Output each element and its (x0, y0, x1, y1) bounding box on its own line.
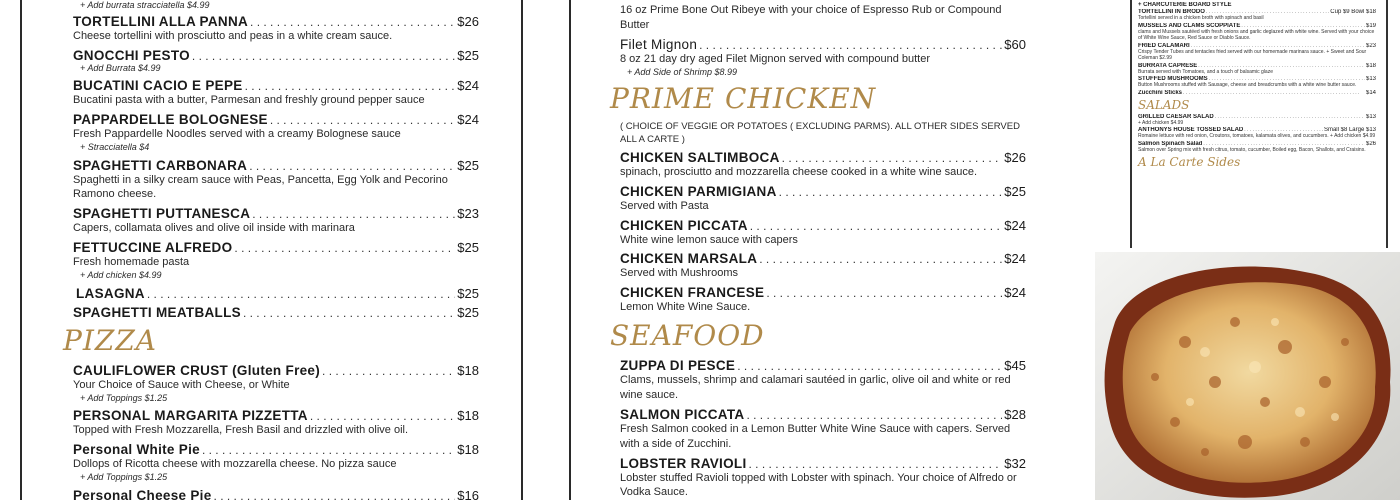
item-price: $25 (457, 47, 479, 63)
item-price: $24 (1004, 217, 1026, 233)
page-border-right (521, 0, 523, 500)
leader-dots (746, 408, 1002, 422)
item-name: PERSONAL MARGARITA PIZZETTA (73, 408, 308, 424)
item-price: $32 (1004, 455, 1026, 471)
right-photo-column (1095, 0, 1400, 500)
leader-dots (249, 159, 455, 173)
item-name: TORTELLINI IN BRODO (1138, 9, 1205, 15)
seafood-list (620, 358, 1026, 500)
chicken-parmigiana-photo (1095, 252, 1400, 500)
menu-item (73, 286, 479, 301)
menu-item (73, 14, 479, 44)
item-desc: Fresh homemade pasta (73, 256, 190, 269)
item-name: Salmon Spinach Salad (1138, 140, 1203, 147)
menu-item (620, 37, 1026, 79)
item-name: CHICKEN PARMIGIANA (620, 183, 777, 199)
item-price: $25 (457, 157, 479, 173)
menu-item (73, 48, 479, 75)
pizza-list (73, 363, 479, 500)
menu-item (620, 184, 1026, 214)
item-price: $24 (1004, 285, 1026, 301)
item-addon: + Add Toppings $1.25 (80, 392, 168, 403)
menu-item (73, 488, 479, 500)
item-name: FETTUCCINE ALFREDO (73, 240, 233, 256)
item-desc: Served with Mushrooms (620, 267, 738, 280)
item-name: BURRATA CAPRESE (1138, 62, 1198, 69)
item-name: SALMON PICCATA (620, 406, 745, 422)
leader-dots (782, 151, 1003, 165)
leader-dots (214, 489, 456, 500)
partial-item-addon: + Add burrata stracciatella $4.99 (80, 0, 210, 10)
item-price: $25 (457, 304, 479, 320)
pasta-list (73, 14, 479, 320)
leader-dots (192, 49, 455, 63)
item-addon: + Add Toppings $1.25 (80, 471, 168, 482)
item-desc: spinach, prosciutto and mozzarella cheese cooked in a white wine sauce. (620, 165, 978, 178)
item-name: BUCATINI CACIO E PEPE (73, 78, 243, 94)
item-desc: Tortellini served in a chicken broth with spinach and basil (1138, 15, 1264, 21)
leader-dots (766, 286, 1002, 300)
item-name: CAULIFLOWER CRUST (Gluten Free) (73, 362, 321, 378)
item-desc: 8 oz 21 day dry aged Filet Mignon served with compound butter (620, 52, 931, 65)
leader-dots (1203, 141, 1365, 147)
item-price: $18 (457, 408, 479, 424)
item-name: PAPPARDELLE BOLOGNESE (73, 112, 268, 128)
leader-dots (1215, 114, 1365, 120)
item-price: $13 (1365, 113, 1376, 120)
item-price: Small $8 Large $13 (1323, 127, 1376, 133)
item-price: $25 (1004, 183, 1026, 199)
leader-dots (270, 113, 455, 127)
item-price: $16 (457, 487, 479, 500)
menu-item (1138, 63, 1376, 76)
item-name: GNOCCHI PESTO (73, 47, 190, 63)
item-desc: + Add chicken $4.99 (1138, 119, 1184, 126)
leader-dots (1183, 90, 1365, 96)
item-price: $23 (1365, 42, 1376, 49)
item-desc: Clams, mussels, shrimp and calamari sautéed in garlic, olive oil and white or red wine sauce. (620, 374, 1011, 401)
item-name: FRIED CALAMARI (1138, 42, 1190, 49)
item-desc: Lemon White Wine Sauce. (620, 301, 751, 314)
item-name: Personal White Pie (73, 442, 200, 458)
item-desc: Spaghetti in a silky cream sauce with Peas, Pancetta, Egg Yolk and Pecorino Ramono cheese. (73, 173, 448, 201)
item-desc: Capers, collamata olives and olive oil inside with marinara (73, 222, 355, 235)
item-desc: Served with Pasta (620, 199, 709, 212)
item-addon: + Stracciatella $4 (80, 141, 150, 152)
item-price: $60 (1004, 36, 1026, 52)
menu-item (620, 150, 1026, 180)
entrees-content (610, 0, 1026, 500)
item-desc: Romaine lettuce with red onion, Croutons, tomatoes, kalamata olives, and cucumbers. + Add chicken $4.99 (1138, 133, 1376, 139)
menu-item (1138, 9, 1376, 22)
chicken-section-title: PRIME CHICKEN (610, 82, 877, 116)
menu-item (1138, 43, 1376, 62)
item-name: ZUPPA DI PESCE (620, 358, 736, 374)
chicken-section-note: ( CHOICE OF VEGGIE OR POTATOES ( EXCLUDING PARMS). ALL OTHER SIDES SERVED ALL A CARTE ) (620, 121, 1020, 145)
menu-item (73, 78, 479, 108)
item-price: Cup $9 Bowl $18 (1330, 9, 1376, 15)
item-price: $23 (457, 206, 479, 222)
menu-page-entrees (540, 0, 1095, 500)
menu-item (1138, 2, 1376, 8)
item-name: CHICKEN MARSALA (620, 251, 758, 267)
item-desc: Cheese tortellini with prosciutto and peas in a white cream sauce. (73, 29, 393, 42)
item-name: CHICKEN SALTIMBOCA (620, 149, 780, 165)
item-price: $26 (1004, 149, 1026, 165)
item-price: $26 (1365, 140, 1376, 147)
item-price: $24 (457, 78, 479, 94)
item-name: SPAGHETTI CARBONARA (73, 157, 248, 173)
item-name: GRILLED CAESAR SALAD (1138, 113, 1214, 120)
item-name: SPAGHETTI MEATBALLS (73, 304, 241, 320)
leader-dots (234, 241, 455, 255)
item-price: $18 (1365, 62, 1376, 69)
item-price: $14 (1365, 89, 1376, 96)
menu-item (1138, 90, 1376, 96)
menu-item (73, 363, 479, 405)
item-desc: Fresh Pappardelle Noodles served with a creamy Bolognese sauce (73, 128, 401, 141)
leader-dots (1241, 23, 1365, 29)
leader-dots (1191, 43, 1365, 49)
item-desc: White wine lemon sauce with capers (620, 233, 798, 246)
page-border-left (20, 0, 22, 500)
item-name: CHICKEN FRANCESE (620, 285, 765, 301)
menu-item (73, 158, 479, 203)
item-desc: Your Choice of Sauce with Cheese, or White (73, 378, 290, 391)
food-photo-illustration (1095, 252, 1400, 500)
leader-dots (699, 38, 1002, 52)
item-price: $26 (457, 13, 479, 29)
item-desc: Topped with Fresh Mozzarella, Fresh Basil and drizzled with olive oil. (73, 424, 409, 437)
menu-item (620, 358, 1026, 403)
item-price: $13 (1365, 76, 1376, 82)
item-name: SPAGHETTI PUTTANESCA (73, 206, 251, 222)
leader-dots (250, 15, 455, 29)
item-name: LASAGNA (76, 285, 145, 301)
item-desc: Crispy Tender Tubes and tentacles fried served with our homemade marinara sauce. + Sweet and Sour Coleman $2.99 (1138, 48, 1367, 61)
item-addon: + Add chicken $4.99 (80, 269, 162, 280)
menu-item (1138, 114, 1376, 127)
leader-dots (252, 207, 455, 221)
item-price: $24 (1004, 251, 1026, 267)
item-name: Personal Cheese Pie (73, 487, 212, 500)
item-price: $24 (457, 112, 479, 128)
leader-dots (759, 252, 1002, 266)
item-desc: Button Mushrooms stuffed with Sausage, cheese and breadcrumbs with a white wine butter sauce. (1138, 82, 1357, 88)
item-name: TORTELLINI ALLA PANNA (73, 13, 249, 29)
leader-dots (202, 443, 455, 457)
leader-dots (779, 185, 1003, 199)
menu-item (1138, 23, 1376, 42)
leader-dots (322, 364, 455, 378)
appetizers-content (1138, 2, 1376, 171)
ribeye-desc: 16 oz Prime Bone Out Ribeye with your choice of Espresso Rub or Compound Butter (620, 4, 1002, 31)
menu-page-appetizers-image (1130, 0, 1388, 248)
item-name: Zucchini Sticks (1138, 89, 1183, 96)
item-name: ANTHONYS HOUSE TOSSED SALAD (1138, 127, 1244, 133)
menu-item (1138, 141, 1376, 154)
item-addon: + Add Burrata $4.99 (80, 62, 161, 73)
leader-dots (737, 359, 1002, 373)
item-name: + CHARCUTERIE BOARD STYLE (1138, 2, 1232, 8)
menu-item (73, 305, 479, 320)
item-desc: Salmon over Spring mix with fresh citrus, tomato, cucumber, Boiled egg, Bacon, Shallots, and Craisins. (1138, 146, 1366, 153)
item-name: LOBSTER RAVIOLI (620, 455, 747, 471)
chicken-list (620, 150, 1026, 315)
pasta-pizza-content (63, 0, 479, 500)
leader-dots (750, 219, 1003, 233)
appetizer-list (1138, 2, 1376, 96)
item-desc: Fresh Salmon cooked in a Lemon Butter White Wine Sauce with capers. Served with a side of Zucchini. (620, 422, 1011, 450)
item-name: CHICKEN PICCATA (620, 217, 748, 233)
leader-dots (245, 79, 456, 93)
menu-item (620, 285, 1026, 315)
item-price: $28 (1004, 406, 1026, 422)
menu-item (620, 251, 1026, 281)
menu-item (73, 240, 479, 282)
item-price: $18 (457, 362, 479, 378)
menu-item (1138, 76, 1376, 89)
menu-item (620, 218, 1026, 248)
seafood-section-title: SEAFOOD (610, 319, 765, 353)
menu-item (73, 442, 479, 484)
menu-item (73, 112, 479, 154)
item-price: $18 (457, 442, 479, 458)
leader-dots (147, 287, 455, 301)
item-addon: + Add Side of Shrimp $8.99 (627, 66, 737, 77)
item-name: MUSSELS AND CLAMS SCOPPIATE (1138, 22, 1241, 29)
salad-list (1138, 114, 1376, 154)
leader-dots (1198, 63, 1365, 69)
salads-section-title: SALADS (1138, 97, 1190, 112)
leader-dots (243, 306, 455, 320)
item-name: Filet Mignon (620, 36, 698, 52)
item-price: $45 (1004, 358, 1026, 374)
menu-item (620, 407, 1026, 452)
item-price: $25 (457, 240, 479, 256)
pizza-section-title: PIZZA (63, 323, 158, 357)
menu-item (73, 206, 479, 236)
item-desc: Lobster stuffed Ravioli topped with Lobster with spinach. Your choice of Alfredo or Vodka Sauce. (620, 471, 1017, 499)
leader-dots (310, 409, 455, 423)
page-border-left (569, 0, 571, 500)
menu-item (1138, 127, 1376, 140)
menu-page-pasta-pizza (0, 0, 540, 500)
sides-section-title: A La Carte Sides (1138, 155, 1241, 169)
item-desc: clams and Mussels sautéed with fresh onions and garlic deglazed with white wine. Served with your choice of White Wine Sauce, Red Sauce or Diablo Sauce. (1138, 28, 1375, 41)
item-name: STUFFED MUSHROOMS (1138, 76, 1208, 82)
leader-dots (749, 457, 1003, 471)
menu-item (73, 408, 479, 438)
item-price: $25 (457, 285, 479, 301)
item-price: $19 (1365, 22, 1376, 29)
item-desc: Burrata served with Tomatoes, and a touch of balsamic glaze (1138, 68, 1273, 75)
item-desc: Bucatini pasta with a butter, Parmesan and freshly ground pepper sauce (73, 94, 425, 107)
menu-item (620, 456, 1026, 500)
item-desc: Dollops of Ricotta cheese with mozzarella cheese. No pizza sauce (73, 458, 397, 471)
